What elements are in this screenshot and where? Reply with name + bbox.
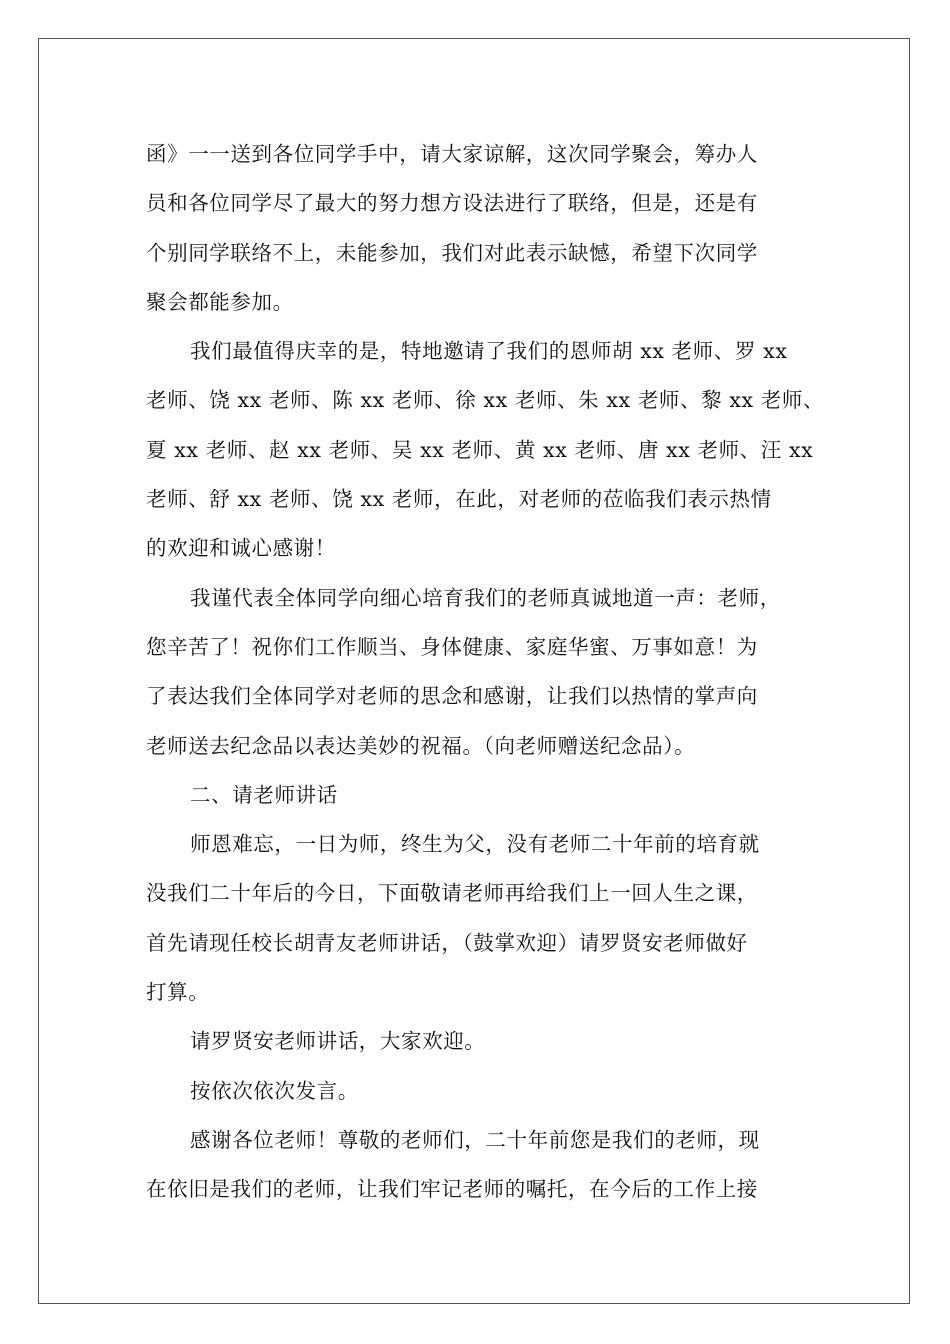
text-line-6: 老师、饶 xx 老师、陈 xx 老师、徐 xx 老师、朱 xx 老师、黎 xx 老师、 [146, 388, 825, 413]
text-line-3: 个别同学联络不上，未能参加，我们对此表示缺憾，希望下次同学 [146, 240, 758, 265]
text-line-10: 我谨代表全体同学向细心培育我们的老师真诚地道一声：老师， [190, 585, 781, 610]
text-line-15: 师恩难忘，一日为师，终生为父，没有老师二十年前的培育就 [190, 832, 760, 857]
text-line-21: 感谢各位老师！尊敬的老师们，二十年前您是我们的老师，现 [190, 1127, 760, 1152]
text-line-17: 首先请现任校长胡青友老师讲话，（鼓掌欢迎）请罗贤安老师做好 [146, 930, 748, 955]
text-line-19: 请罗贤安老师讲话，大家欢迎。 [190, 1029, 486, 1054]
document-body [146, 130, 825, 1215]
text-line-16: 没我们二十年后的今日，下面敬请老师再给我们上一回人生之课， [146, 881, 758, 906]
text-line-2: 员和各位同学尽了最大的努力想方设法进行了联络，但是，还是有 [146, 191, 758, 216]
text-line-20: 按依次依次发言。 [190, 1078, 359, 1103]
text-line-18: 打算。 [146, 980, 210, 1005]
text-line-13: 老师送去纪念品以表达美妙的祝福。（向老师赠送纪念品）。 [146, 733, 696, 758]
text-line-1: 函》一一送到各位同学手中，请大家谅解，这次同学聚会，筹办人 [146, 142, 758, 166]
text-line-12: 了表达我们全体同学对老师的思念和感谢，让我们以热情的掌声向 [146, 684, 758, 709]
text-line-22: 在依旧是我们的老师，让我们牢记老师的嘱托，在今后的工作上接 [146, 1177, 758, 1202]
text-line-4: 聚会都能参加。 [146, 289, 294, 314]
text-line-8: 老师、舒 xx 老师、饶 xx 老师，在此，对老师的莅临我们表示热情 [146, 487, 772, 512]
text-line-9: 的欢迎和诚心感谢！ [146, 536, 336, 561]
section-heading: 二、请老师讲话 [190, 782, 338, 807]
text-line-7: 夏 xx 老师、赵 xx 老师、吴 xx 老师、黄 xx 老师、唐 xx 老师、汪 xx [146, 437, 814, 462]
text-line-11: 您辛苦了！祝你们工作顺当、身体健康、家庭华蜜、万事如意！为 [146, 634, 758, 659]
text-line-5: 我们最值得庆幸的是，特地邀请了我们的恩师胡 xx 老师、罗 xx [190, 339, 788, 364]
